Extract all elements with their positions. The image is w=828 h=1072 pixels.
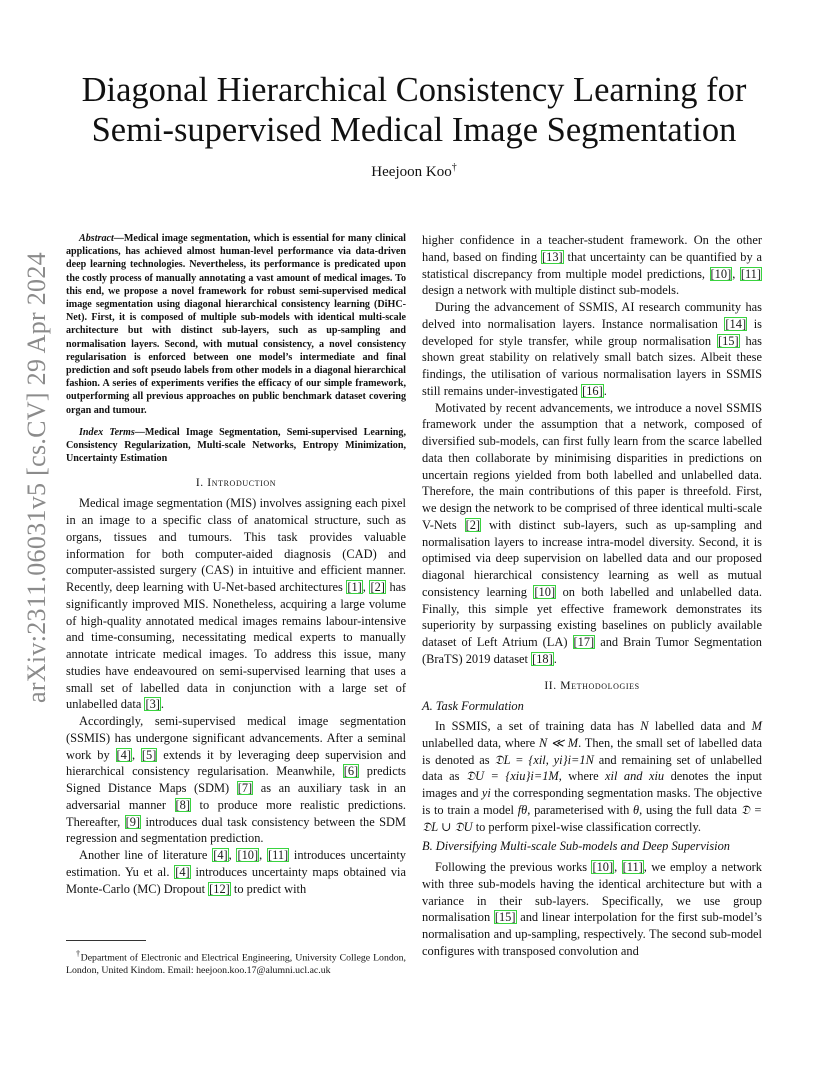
- citation-link[interactable]: [6]: [343, 764, 359, 779]
- citation-link[interactable]: [11]: [267, 848, 289, 863]
- citation-link[interactable]: [11]: [622, 860, 643, 875]
- citation-link[interactable]: [4]: [213, 848, 228, 863]
- abstract-text: —Medical image segmentation, which is essential for many clinical applications, has achieved almost human-level performance via data-driven deep learning technologies. Nevertheless, its performance is predicated upon the costly process of manually annotating a vast amount of medical images. To this end, we propose a novel framework for robust semi-supervised medical image segmentation using diagonal hierarchical consistency learning (DiHC-Net). First, it is composed of multiple sub-models with identical multi-scale architecture but with distinct sub-layers, such as up-sampling and normalisation layers. Second, with mutual consistency, a novel consistency regularisation is enforced between one model’s intermediate and final prediction and soft pseudo labels from other models in a diagonal hierarchical fashion. A series of experiments verifies the efficacy of our simple framework, outperforming all previous approaches on public benchmark dataset covering organ and tumour.: [66, 233, 406, 416]
- citation-link[interactable]: [2]: [370, 580, 385, 595]
- index-terms: [66, 426, 406, 466]
- index-terms-label: Index Terms: [79, 426, 135, 438]
- citation-link[interactable]: [3]: [145, 697, 160, 712]
- citation-link[interactable]: [8]: [175, 797, 190, 812]
- arxiv-identifier-stamp: arXiv:2311.06031v5 [cs.CV] 29 Apr 2024: [22, 252, 51, 703]
- intro-paragraph-5: Motivated by recent advancements, we introduce a novel SSMIS framework under the assumption that a network, composed of diversified sub-models, can first fully learn from the scarce labelled data then collaborate by minimising disparities in predictions on uncertain regions yielded from both labelled and unlabelled data. Therefore, the main contributions of this paper is threefold. First, we design the network to be comprised of three identical multi-scale V-Nets [2] with distinct sub-layers, such as up-sampling and normalisation layers to increase intra-model diversity. Second, it is optimised via deep supervision on labelled data and our proposed diagonal hierarchical consistency learning as well as mutual consistency learning [10] on both labelled and unlabelled data. Finally, this simple yet effective framework demonstrates its superiority by surpassing existing baselines on publicly available dataset of Left Atrium (LA) [17] and Brain Tumor Segmentation (BraTS) 2019 dataset [18].: [422, 400, 762, 666]
- citation-link[interactable]: [10]: [534, 584, 556, 599]
- left-column: [66, 232, 406, 897]
- citation-link[interactable]: [16]: [582, 383, 603, 398]
- citation-link[interactable]: [17]: [573, 635, 595, 649]
- intro-paragraph-3-continued: higher confidence in a teacher-student framework. On the other hand, based on finding [13] that uncertainty can be quantified by a statistical discrepancy from multiple model predictions, [10], [11] design a network with multiple distinct sub-models.: [422, 233, 763, 298]
- citation-link[interactable]: [7]: [237, 781, 253, 796]
- paper-title: Diagonal Hierarchical Consistency Learning for Semi-supervised Medical Image Segmentation: [81, 71, 747, 149]
- citation-link[interactable]: [12]: [209, 881, 230, 896]
- footnote-text: Department of Electronic and Electrical Engineering, University College London, London, United Kindom. Email: heejoon.koo.17@alumni.ucl.ac.uk: [66, 952, 406, 976]
- author-line: [80, 162, 748, 181]
- math-inline: N: [640, 719, 649, 734]
- citation-link[interactable]: [15]: [494, 910, 516, 925]
- intro-paragraph-2: Accordingly, semi-supervised medical image segmentation (SSMIS) has undergone significant advancements. After a seminal work by [4], [5] extends it by leveraging deep supervision and hierarchical consistency regularisation. Meanwhile, [6] predicts Signed Distance Maps (SDM) [7] as an auxiliary task in an adversarial manner [8] to produce more realistic predictions. Thereafter, [9] introduces dual task consistency between the SDM regression and segmentation prediction.: [66, 714, 406, 846]
- citation-link[interactable]: [10]: [592, 860, 614, 875]
- submodel-paragraph: Following the previous works [10], [11], we employ a network with three sub-models having the identical architecture but with a variance in their sub-layers. Specifically, we use group normalisation [15] and linear interpolation for the first sub-model’s normalisation and up-sampling, respectively. The second sub-model configures with transposed convolution and: [422, 860, 763, 958]
- citation-link[interactable]: [2]: [465, 517, 481, 532]
- citation-link[interactable]: [13]: [542, 249, 563, 264]
- footnote-mark: †: [76, 949, 81, 958]
- author-name: Heejoon Koo: [371, 164, 452, 180]
- citation-link[interactable]: [18]: [532, 651, 553, 666]
- citation-link[interactable]: [11]: [740, 266, 761, 281]
- section-heading-introduction: I. Introduction: [195, 476, 277, 490]
- right-column: [422, 232, 762, 960]
- citation-link[interactable]: [10]: [710, 266, 732, 281]
- citation-link[interactable]: [4]: [175, 864, 190, 879]
- math-inline: 𝔇 = 𝔇L ∪ 𝔇U: [422, 802, 763, 834]
- math-inline: xil and xiu: [605, 769, 665, 784]
- citation-link[interactable]: [1]: [347, 580, 362, 595]
- footnote-rule: [66, 940, 146, 941]
- affiliation-footnote: [66, 948, 406, 977]
- citation-link[interactable]: [4]: [116, 747, 131, 762]
- math-inline: 𝔇L = {xil, yi}i=1N: [494, 752, 594, 767]
- math-inline: fθ: [517, 802, 528, 817]
- subsection-heading-submodels: B. Diversifying Multi-scale Sub-models and Deep Supervision: [422, 839, 730, 854]
- citation-link[interactable]: [10]: [237, 848, 259, 863]
- intro-paragraph-1: Medical image segmentation (MIS) involves assigning each pixel in an image to a specific class of anatomical structure, such as organs, tissues and tumours. This task provides valuable information for both computer-aided diagnosis (CAD) and computer-assisted surgery (CAS) in intuitive and efficient manner. Recently, deep learning with U-Net-based architectures [1], [2] has significantly improved MIS. Nonetheless, acquiring a large volume of high-quality annotated medical images remains labour-intensive and time-consuming, necessitating medical experts to manually annotate intricate medical images. To address this issue, many studies have endeavoured on semi-supervised learning that uses a small set of labelled data in conjunction with a large set of unlabelled data [3].: [66, 496, 406, 712]
- task-formulation-paragraph: In SSMIS, a set of training data has N labelled data and M unlabelled data, where N ≪ M. Then, the small set of labelled data is denoted as 𝔇L = {xil, yi}i=1N and remaining set of unlabelled data as 𝔇U = {xiu}i=1M, where xil and xiu denotes the input images and yi the corresponding segmentation masks. The objective is to train a model fθ, parameterised with θ, using the full data 𝔇 = 𝔇L ∪ 𝔇U to perform pixel-wise classification correctly.: [422, 719, 763, 834]
- citation-link[interactable]: [5]: [141, 747, 157, 762]
- math-inline: θ: [633, 802, 640, 817]
- citation-link[interactable]: [15]: [717, 333, 739, 348]
- citation-link[interactable]: [9]: [125, 814, 141, 829]
- intro-paragraph-3: Another line of literature [4], [10], [11] introduces uncertainty estimation. Yu et al. [4] introduces uncertainty maps obtained via Monte-Carlo (MC) Dropout [12] to predict with: [66, 848, 406, 896]
- subsection-heading-task-formulation: A. Task Formulation: [422, 698, 524, 713]
- math-inline: N ≪ M: [538, 735, 579, 750]
- citation-link[interactable]: [14]: [725, 316, 747, 331]
- intro-paragraph-4: During the advancement of SSMIS, AI research community has delved into normalisation layers. Instance normalisation [14] is developed for style transfer, while group normalisation [15] has shown great stability on relatively small batch sizes. Albeit these findings, the utilisation of various normalisation layers in SSMIS still remains under-investigated [16].: [422, 300, 762, 398]
- author-footnote-mark: †: [451, 162, 457, 173]
- math-inline: M: [751, 719, 762, 734]
- math-inline: yi: [481, 786, 491, 801]
- abstract-label: Abstract: [79, 233, 114, 244]
- index-terms-text: —Medical Image Segmentation, Semi-supervised Learning, Consistency Regularization, Multi-scale Networks, Entropy Minimization, Uncertainty Estimation: [66, 426, 406, 465]
- abstract: [66, 232, 406, 417]
- math-inline: 𝔇U = {xiu}i=1M: [465, 769, 559, 784]
- section-heading-methodologies: II. Methodologies: [544, 678, 640, 692]
